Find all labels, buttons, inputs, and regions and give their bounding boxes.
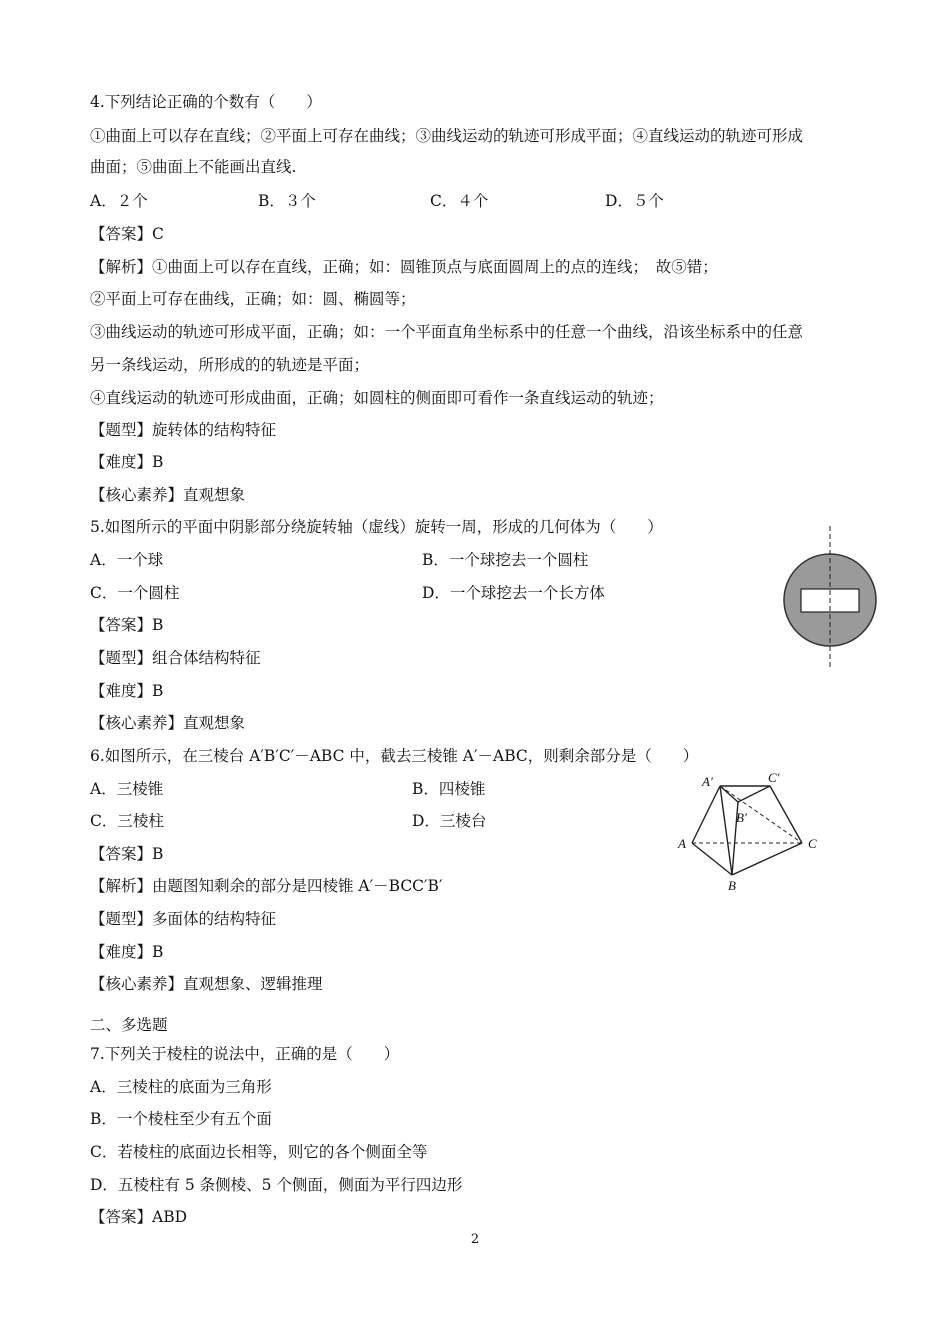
q6-answer: 【答案】B: [90, 845, 164, 863]
q6-stem: 6.如图所示，在三棱台 A′B′C′－ABC 中，截去三棱锥 A′－ABC，则剩余部分是（ ）: [90, 747, 699, 765]
q4-analysis-line-5: ④直线运动的轨迹可形成曲面，正确；如圆柱的侧面即可看作一条直线运动的轨迹；: [90, 389, 664, 407]
q4-literacy: 【核心素养】直观想象: [90, 486, 246, 504]
q7-option-a: A．三棱柱的底面为三角形: [90, 1078, 272, 1096]
q6-option-c: C．三棱柱: [90, 812, 164, 830]
q6-difficulty: 【难度】B: [90, 943, 164, 961]
q5-figure-sphere-with-cutout: [770, 522, 890, 672]
q4-analysis-line-2: ②平面上可存在曲线，正确；如：圆、椭圆等；: [90, 290, 416, 308]
q5-option-d: D．一个球挖去一个长方体: [422, 584, 605, 602]
q7-option-c: C．若棱柱的底面边长相等，则它的各个侧面全等: [90, 1143, 428, 1161]
q6-literacy: 【核心素养】直观想象、逻辑推理: [90, 975, 323, 993]
q6-figure-label-b-prime: B′: [736, 810, 747, 825]
q6-figure-label-c-prime: C′: [768, 770, 780, 785]
q7-answer: 【答案】ABD: [90, 1208, 188, 1226]
q4-option-a: A．２个: [90, 192, 148, 210]
q4-option-b: B．３个: [258, 192, 316, 210]
q4-analysis-line-1: 【解析】①曲面上可以存在直线，正确；如：圆锥顶点与底面圆周上的点的连线； 故⑤错；: [90, 258, 718, 276]
q6-figure-label-a: A: [678, 836, 686, 851]
q5-difficulty: 【难度】B: [90, 682, 164, 700]
q4-type: 【题型】旋转体的结构特征: [90, 421, 277, 439]
q6-analysis: 【解析】由题图知剩余的部分是四棱锥 A′－BCC′B′: [90, 877, 443, 895]
q4-difficulty: 【难度】B: [90, 453, 164, 471]
q6-option-d: D．三棱台: [412, 812, 487, 830]
q6-figure-frustum: [670, 768, 830, 898]
q5-option-b: B．一个球挖去一个圆柱: [422, 551, 589, 569]
q4-text-line-1: ①曲面上可以存在直线；②平面上可存在曲线；③曲线运动的轨迹可形成平面；④直线运动的轨迹可形成: [90, 127, 804, 145]
q5-type: 【题型】组合体结构特征: [90, 649, 261, 667]
q6-option-b: B．四棱锥: [412, 780, 486, 798]
q7-option-d: D．五棱柱有 5 条侧棱、5 个侧面，侧面为平行四边形: [90, 1176, 463, 1194]
q5-option-c: C．一个圆柱: [90, 584, 180, 602]
q6-figure-label-b: B: [728, 878, 736, 893]
q4-analysis-line-3: ③曲线运动的轨迹可形成平面，正确；如：一个平面直角坐标系中的任意一个曲线，沿该坐标系中的任意: [90, 323, 804, 341]
q5-answer: 【答案】B: [90, 616, 164, 634]
q4-stem: 4.下列结论正确的个数有（ ）: [90, 93, 322, 111]
q5-stem: 5.如图所示的平面中阴影部分绕旋转轴（虚线）旋转一周，形成的几何体为（ ）: [90, 518, 663, 536]
q4-option-d: D．５个: [605, 192, 664, 210]
q7-stem: 7.下列关于棱柱的说法中，正确的是（ ）: [90, 1045, 400, 1063]
page-number: 2: [470, 1232, 480, 1247]
q6-figure-label-c: C: [808, 836, 817, 851]
q4-analysis-line-4: 另一条线运动，所形成的的轨迹是平面；: [90, 356, 370, 374]
q4-option-c: C．４个: [430, 192, 489, 210]
q6-option-a: A．三棱锥: [90, 780, 164, 798]
q5-option-a: A．一个球: [90, 551, 164, 569]
q6-type: 【题型】多面体的结构特征: [90, 910, 277, 928]
q6-figure-label-a-prime: A′: [702, 774, 713, 789]
q5-literacy: 【核心素养】直观想象: [90, 714, 246, 732]
q4-text-line-2: 曲面；⑤曲面上不能画出直线.: [90, 158, 297, 176]
q4-answer: 【答案】C: [90, 225, 164, 243]
q7-option-b: B．一个棱柱至少有五个面: [90, 1110, 272, 1128]
section-title-multiple-choice: 二、多选题: [90, 1016, 168, 1034]
